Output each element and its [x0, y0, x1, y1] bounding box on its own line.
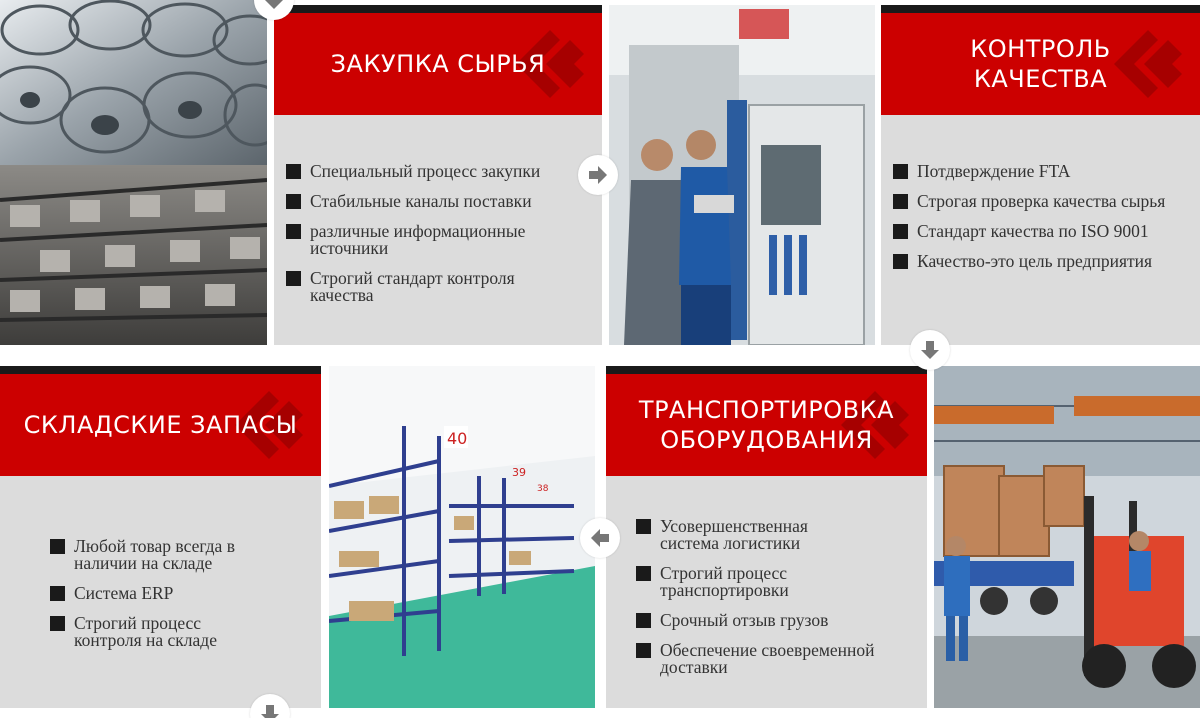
stock-panel	[0, 476, 321, 708]
list-item: Потдверждение FTA	[893, 163, 1198, 180]
bullet-square-icon	[50, 616, 65, 631]
bullet-square-icon	[636, 566, 651, 581]
flow-arrow-right	[578, 155, 618, 195]
quality-title-line1: КОНТРОЛЬ	[970, 35, 1111, 63]
rack-number-label: 38	[537, 484, 549, 494]
arrow-left-icon	[589, 527, 611, 549]
bullet-square-icon	[636, 613, 651, 628]
list-item: Строгий процесс контроля на складе	[50, 615, 230, 649]
rack-number-label: 40	[447, 429, 468, 448]
arrow-down-icon	[919, 339, 941, 361]
list-item: Стандарт качества по ISO 9001	[893, 223, 1198, 240]
steel-materials-photo	[0, 0, 267, 345]
list-item: Любой товар всегда в наличии на складе	[50, 538, 290, 572]
bullet-square-icon	[50, 539, 65, 554]
list-item: различные информационные источники	[286, 223, 566, 257]
purchase-header	[274, 5, 602, 115]
engineers-control-panel-photo	[609, 5, 875, 345]
list-item: Строгий стандарт контроля качества	[286, 270, 546, 304]
transport-title-line1: ТРАНСПОРТИРОВКА	[638, 396, 895, 424]
transport-panel	[606, 476, 927, 708]
bullet-square-icon	[893, 254, 908, 269]
bullet-square-icon	[893, 224, 908, 239]
bullet-square-icon	[286, 194, 301, 209]
bullet-square-icon	[286, 164, 301, 179]
bullet-square-icon	[893, 194, 908, 209]
list-item: Качество-это цель предприятия	[893, 253, 1198, 270]
purchase-title: ЗАКУПКА СЫРЬЯ	[330, 50, 546, 78]
stock-list	[50, 538, 290, 662]
list-item: Строгая проверка качества сырья	[893, 193, 1198, 210]
list-item: Срочный отзыв грузов	[636, 612, 921, 629]
stock-title: СКЛАДСКИЕ ЗАПАСЫ	[23, 411, 298, 439]
arrow-down-icon	[259, 703, 281, 718]
forklift-loading-photo	[934, 366, 1200, 708]
bullet-square-icon	[636, 519, 651, 534]
flow-arrow-left	[580, 518, 620, 558]
transport-title	[606, 395, 927, 455]
bullet-square-icon	[893, 164, 908, 179]
transport-header	[606, 366, 927, 476]
stock-header	[0, 366, 321, 476]
bullet-square-icon	[636, 643, 651, 658]
purchase-panel	[274, 115, 602, 345]
transport-title-line2: ОБОРУДОВАНИЯ	[660, 426, 873, 454]
transport-list	[636, 518, 921, 689]
arrow-down-icon	[263, 0, 285, 11]
quality-list	[893, 163, 1198, 283]
list-item: Стабильные каналы поставки	[286, 193, 596, 210]
list-item: Обеспечение своевременной доставки	[636, 642, 916, 676]
bullet-square-icon	[286, 224, 301, 239]
flow-arrow-down	[910, 330, 950, 370]
warehouse-shelves-photo	[329, 366, 595, 708]
list-item: Специальный процесс закупки	[286, 163, 596, 180]
quality-title	[881, 34, 1200, 94]
quality-panel	[881, 115, 1200, 345]
quality-title-line2: КАЧЕСТВА	[973, 65, 1108, 93]
purchase-list	[286, 163, 596, 317]
list-item: Система ERP	[50, 585, 290, 602]
list-item: Строгий процесс транспортировки	[636, 565, 826, 599]
quality-header	[881, 5, 1200, 115]
bullet-square-icon	[286, 271, 301, 286]
bullet-square-icon	[50, 586, 65, 601]
list-item: Усовершенственная система логистики	[636, 518, 846, 552]
rack-number-label: 39	[512, 466, 526, 479]
arrow-right-icon	[587, 164, 609, 186]
